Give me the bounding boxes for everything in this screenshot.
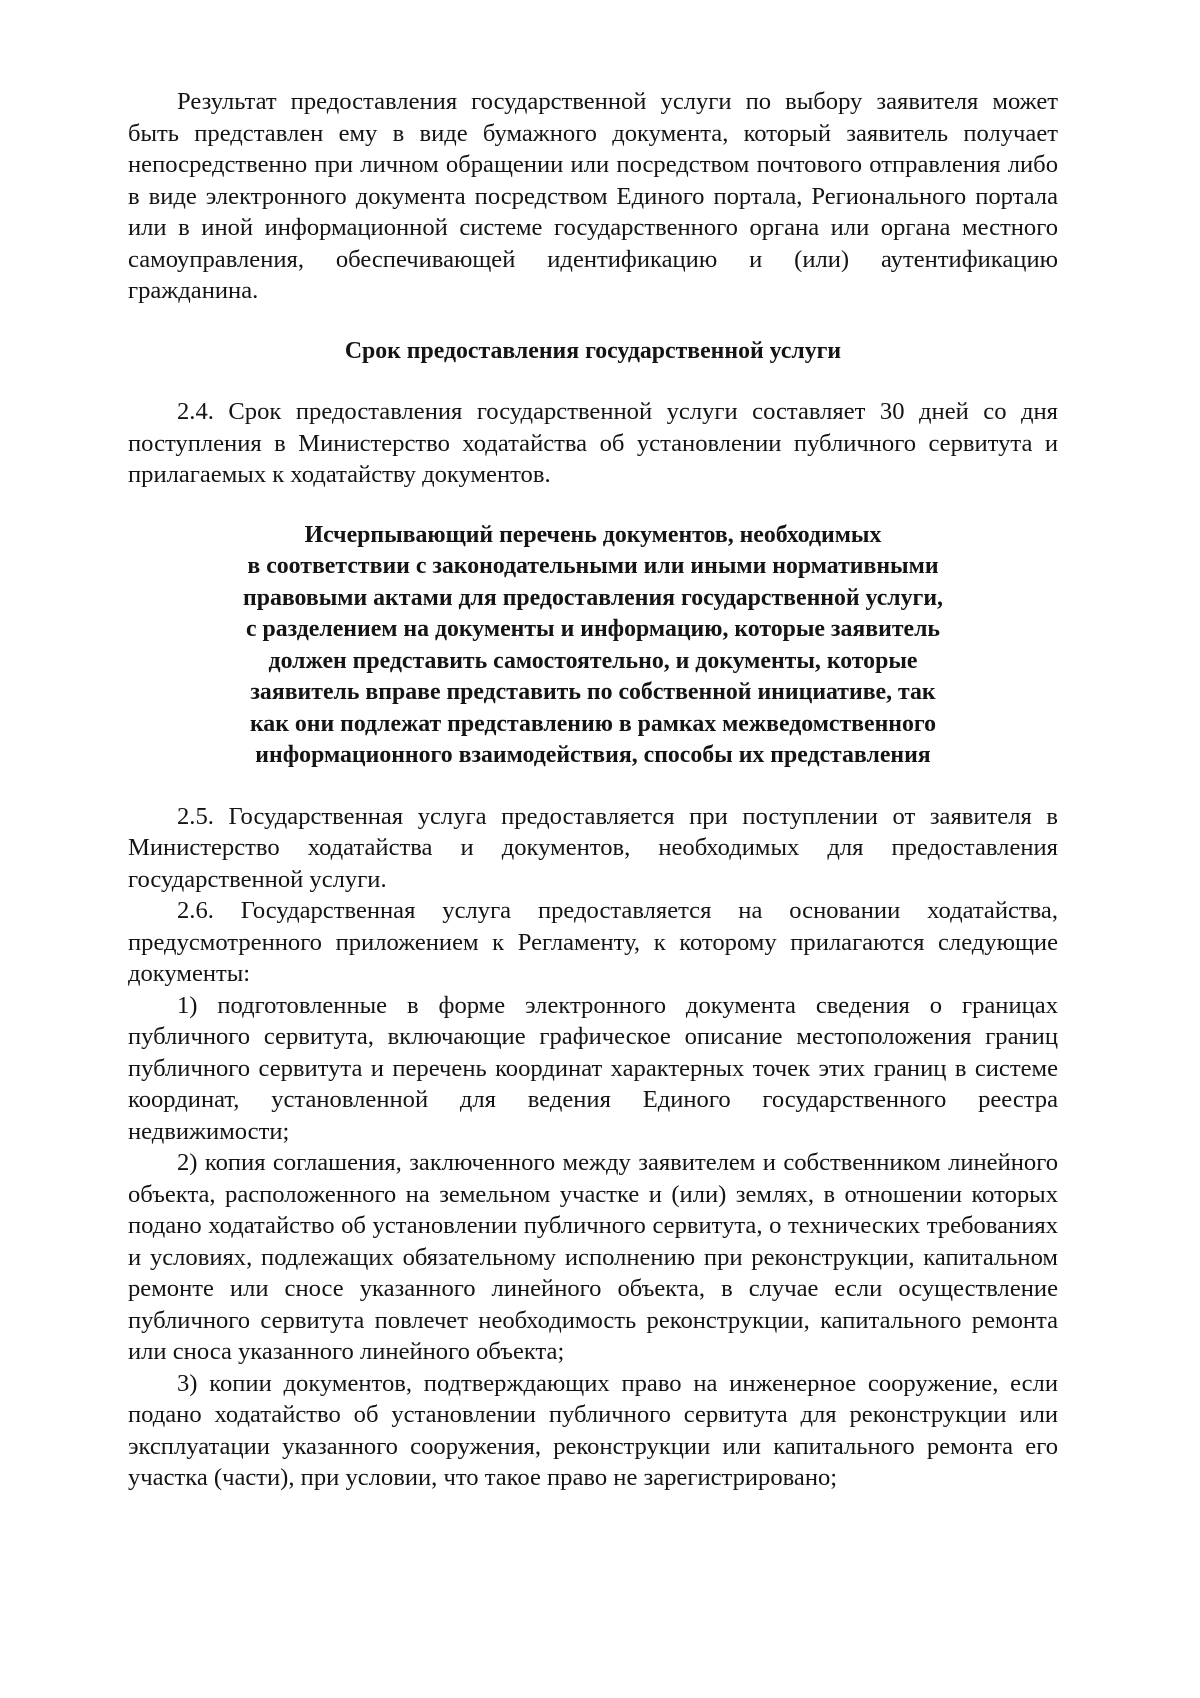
list-item-1: 1) подготовленные в форме электронного документа сведения о границах публичного сервитута, включающие графическое описание местоположения границ публичного сервитута и перечень координат характерных точек этих границ в системе координат, установленной для ведения Единого государственного реестра недвижимости; xyxy=(128,991,1058,1145)
heading-line: правовыми актами для предоставления государственной услуги, xyxy=(243,584,943,611)
heading-line: информационного взаимодействия, способы их представления xyxy=(255,742,931,768)
paragraph-2-5: 2.5. Государственная услуга предоставляется при поступлении от заявителя в Министерство ходатайства и документов, необходимых для предоставления государственной услуги. xyxy=(128,802,1058,893)
list-item-2: 2) копия соглашения, заключенного между заявителем и собственником линейного объекта, расположенного на земельном участке и (или) землях, в отношении которых подано ходатайство об установлении публичного сервитута, о технических требованиях и условиях, подлежащих обязательному исполнению при реконструкции, капитальном ремонте или сносе указанного линейного объекта, в случае если осуществление публичного сервитута повлечет необходимость реконструкции, капитального ремонта или сноса указанного линейного объекта; xyxy=(128,1149,1058,1365)
heading-line: в соответствии с законодательными или иными нормативными xyxy=(247,553,939,579)
paragraph-2-6: 2.6. Государственная услуга предоставляется на основании ходатайства, предусмотренного приложением к Регламенту, к которому прилагаются следующие документы: xyxy=(128,897,1058,987)
heading-line: с разделением на документы и информацию, которые заявитель xyxy=(245,616,941,642)
document-page xyxy=(128,86,1058,1494)
heading-line: как они подлежат представлению в рамках межведомственного xyxy=(249,710,937,737)
heading-line: Исчерпывающий перечень документов, необходимых xyxy=(304,521,882,548)
heading-line: заявитель вправе представить по собственной инициативе, так xyxy=(250,679,936,705)
paragraph-result: Результат предоставления государственной услуги по выбору заявителя может быть представлен ему в виде бумажного документа, который заявитель получает непосредственно при личном обращении или посредством почтового отправления либо в виде электронного документа посредством Единого портала, Регионального портала или в иной информационной системе государственного органа или органа местного самоуправления, обеспечивающей идентификацию и (или) аутентификацию гражданина. xyxy=(128,88,1058,304)
heading-required-documents xyxy=(128,520,1058,772)
paragraph-2-4: 2.4. Срок предоставления государственной услуги составляет 30 дней со дня поступления в Министерство ходатайства об установлении публичного сервитута и прилагаемых к ходатайству документов. xyxy=(128,398,1058,488)
list-item-3: 3) копии документов, подтверждающих право на инженерное сооружение, если подано ходатайство об установлении публичного сервитута для реконструкции или эксплуатации указанного сооружения, реконструкции или капитального ремонта его участка (части), при условии, что такое право не зарегистрировано; xyxy=(128,1369,1058,1491)
heading-line: должен представить самостоятельно, и документы, которые xyxy=(268,647,918,674)
heading-service-term: Срок предоставления государственной услуги xyxy=(344,337,842,364)
